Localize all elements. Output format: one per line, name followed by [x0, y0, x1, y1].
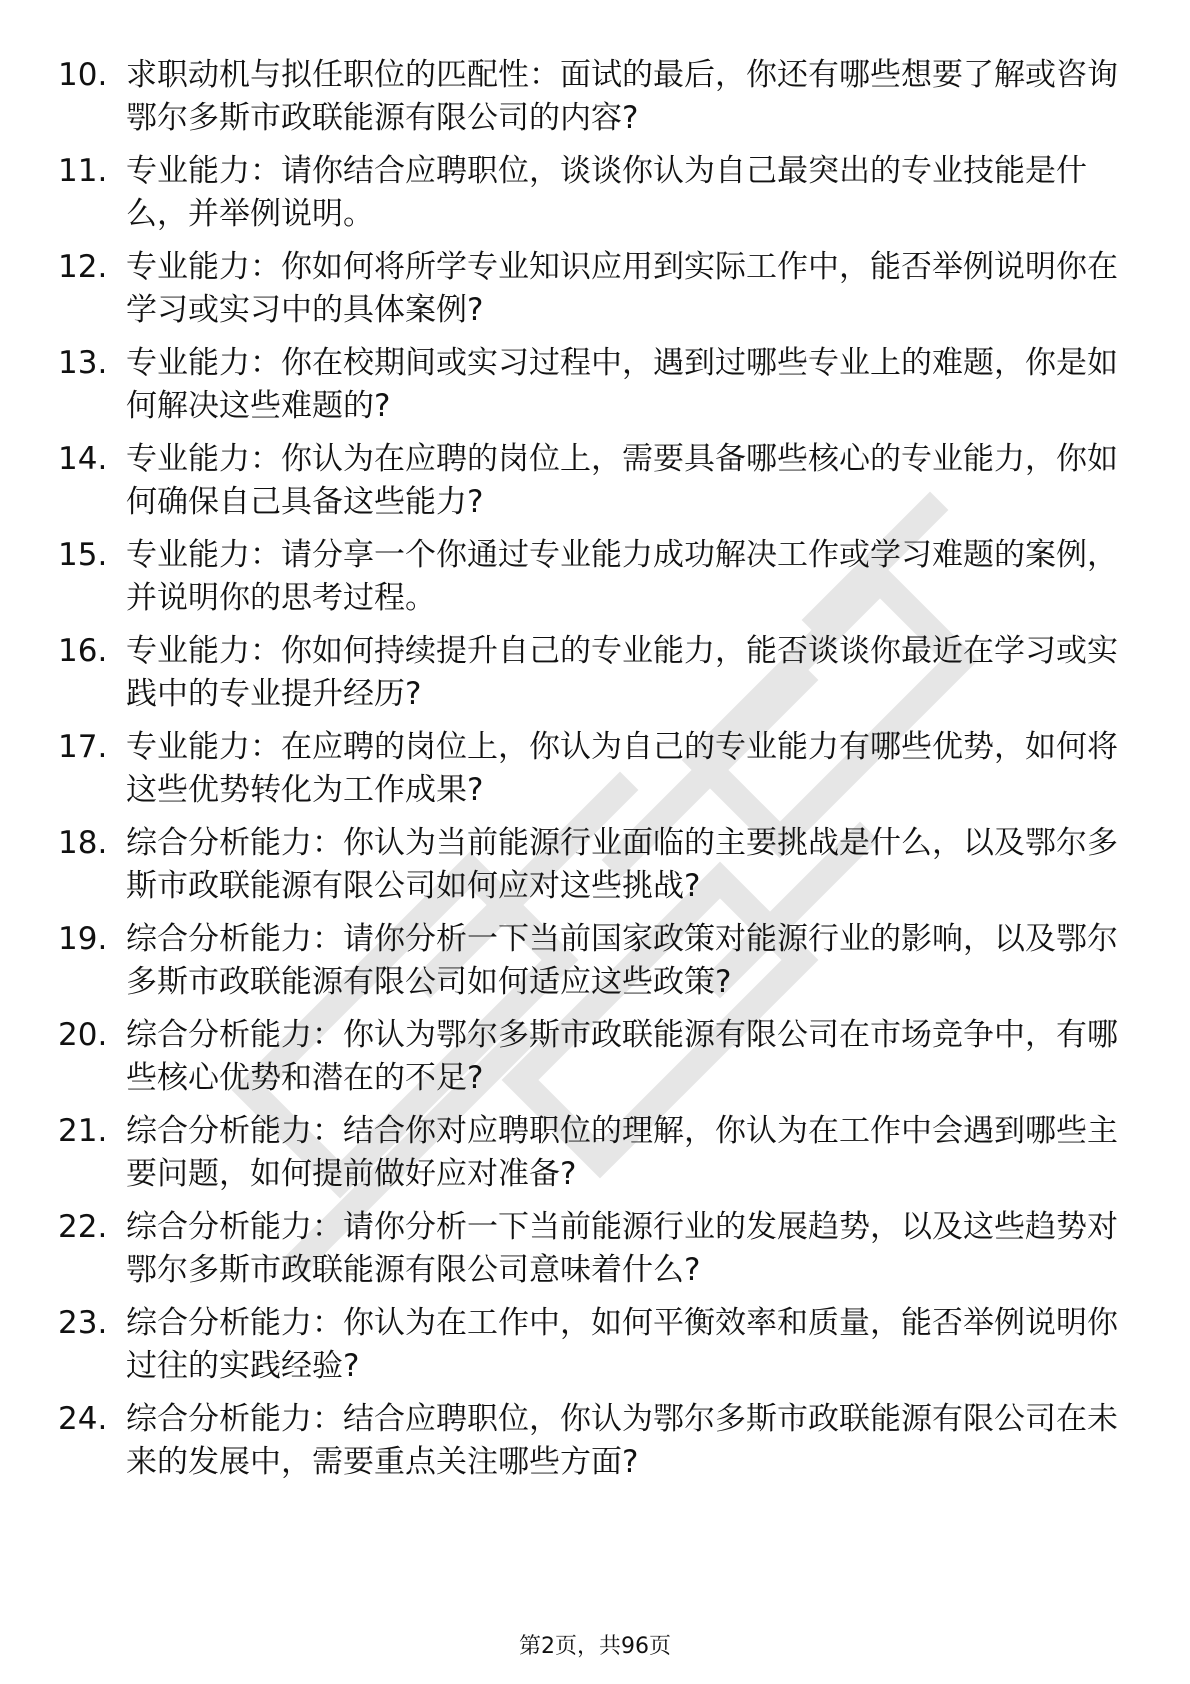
question-number: 12.: [58, 249, 108, 285]
question-text: 专业能力：在应聘的岗位上，你认为自己的专业能力有哪些优势，如何将这些优势转化为工作成果?: [126, 729, 1118, 808]
question-text: 综合分析能力：请你分析一下当前能源行业的发展趋势，以及这些趋势对鄂尔多斯市政联能源有限公司意味着什么?: [126, 1209, 1118, 1288]
question-text: 综合分析能力：你认为鄂尔多斯市政联能源有限公司在市场竞争中，有哪些核心优势和潜在的不足?: [126, 1017, 1118, 1096]
question-number: 17.: [58, 729, 108, 765]
question-item: [58, 1398, 1118, 1484]
question-text: 综合分析能力：你认为在工作中，如何平衡效率和质量，能否举例说明你过往的实践经验?: [126, 1305, 1118, 1384]
question-number: 20.: [58, 1017, 108, 1053]
question-item: [58, 1014, 1118, 1100]
question-item: [58, 822, 1118, 908]
question-item: [58, 438, 1118, 524]
question-number: 24.: [58, 1401, 108, 1437]
question-number: 15.: [58, 537, 108, 573]
question-item: [58, 150, 1118, 236]
page-footer: [0, 1632, 1190, 1662]
question-item: [58, 342, 1118, 428]
question-text: 综合分析能力：结合应聘职位，你认为鄂尔多斯市政联能源有限公司在未来的发展中，需要重点关注哪些方面?: [126, 1401, 1118, 1480]
question-text: 求职动机与拟任职位的匹配性：面试的最后，你还有哪些想要了解或咨询鄂尔多斯市政联能源有限公司的内容?: [126, 57, 1118, 136]
question-item: [58, 726, 1118, 812]
question-item: [58, 534, 1118, 620]
question-text: 专业能力：你在校期间或实习过程中，遇到过哪些专业上的难题，你是如何解决这些难题的?: [126, 345, 1118, 424]
question-text: 专业能力：请分享一个你通过专业能力成功解决工作或学习难题的案例，并说明你的思考过程。: [126, 537, 1118, 616]
question-list: [58, 54, 1118, 1494]
question-number: 16.: [58, 633, 108, 669]
question-item: [58, 630, 1118, 716]
question-text: 综合分析能力：你认为当前能源行业面临的主要挑战是什么，以及鄂尔多斯市政联能源有限公司如何应对这些挑战?: [126, 825, 1118, 904]
question-number: 18.: [58, 825, 108, 861]
question-text: 专业能力：你如何将所学专业知识应用到实际工作中，能否举例说明你在学习或实习中的具体案例?: [126, 249, 1118, 328]
question-item: [58, 54, 1118, 140]
question-number: 21.: [58, 1113, 108, 1149]
question-text: 专业能力：你如何持续提升自己的专业能力，能否谈谈你最近在学习或实践中的专业提升经历?: [126, 633, 1118, 712]
question-item: [58, 918, 1118, 1004]
question-number: 11.: [58, 153, 108, 189]
question-text: 专业能力：你认为在应聘的岗位上，需要具备哪些核心的专业能力，你如何确保自己具备这些能力?: [126, 441, 1118, 520]
question-number: 13.: [58, 345, 108, 381]
question-number: 19.: [58, 921, 108, 957]
question-item: [58, 246, 1118, 332]
question-text: 综合分析能力：请你分析一下当前国家政策对能源行业的影响，以及鄂尔多斯市政联能源有限公司如何适应这些政策?: [126, 921, 1118, 1000]
question-item: [58, 1110, 1118, 1196]
question-number: 22.: [58, 1209, 108, 1245]
question-number: 10.: [58, 57, 108, 93]
question-text: 专业能力：请你结合应聘职位，谈谈你认为自己最突出的专业技能是什么，并举例说明。: [126, 153, 1087, 232]
question-number: 14.: [58, 441, 108, 477]
question-text: 综合分析能力：结合你对应聘职位的理解，你认为在工作中会遇到哪些主要问题，如何提前做好应对准备?: [126, 1113, 1118, 1192]
question-number: 23.: [58, 1305, 108, 1341]
question-item: [58, 1302, 1118, 1388]
question-item: [58, 1206, 1118, 1292]
page-number-label: 第2页，共96页: [519, 1634, 671, 1659]
